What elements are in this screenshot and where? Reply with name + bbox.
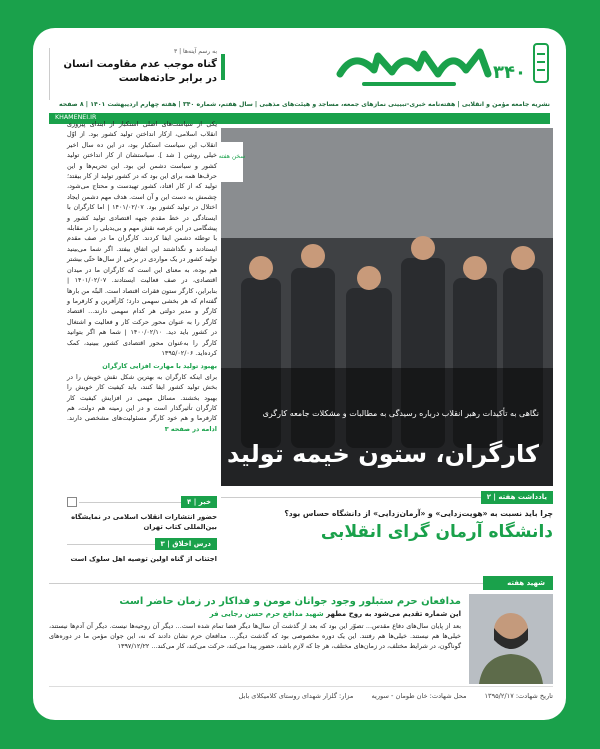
martyr-divider — [49, 583, 483, 584]
news-label: خبر | ۴ — [181, 496, 217, 508]
lead-column — [67, 119, 217, 434]
martyr-section — [49, 576, 553, 710]
martyr-name: شهید مدافع حرم حسن رجایی فر — [209, 610, 324, 618]
ethics-divider — [67, 544, 155, 545]
news-divider — [79, 502, 181, 503]
publication-logo — [334, 40, 494, 92]
workers-photo-illustration — [218, 128, 553, 486]
martyr-portrait — [469, 594, 553, 684]
lead-text-2: برای اینکه کارگران به بهترین شکل نقش خویش را در بخش تولید کشور ایفا کنند، باید کیفیت کار خویش را بهبود بخشند. مسائل مهمی در افزایش کیفیت کار کارگران تأثیرگذار است و در این زمینه هم دولت، هم کارفرما و هم خود کارگر مسئولیت‌های مشخصی دارند. — [67, 372, 217, 423]
publication-tagline: نشریه جامعه مؤمن و انقلابی | هفته‌نامه خبری-تبیینی نمازهای جمعه، مساجد و هیئت‌های مذهبی | سال هفتم، شماره ۳۴۰ | هفته چهارم اردیبهشت ۱۴۰۱ | ۸ صفحه — [59, 101, 550, 108]
headline-accent — [221, 54, 225, 80]
martyr-intro-prefix: این شماره تقدیم می‌شود به روح مطهر — [326, 610, 461, 618]
ethics-text: اجتناب از گناه اولین توصیه اهل سلوک است — [70, 555, 217, 563]
martyr-intro — [49, 610, 461, 618]
martyr-label: شهید هفته — [483, 576, 553, 590]
cover-photo — [218, 128, 553, 486]
book-icon — [67, 497, 77, 507]
emblem-icon — [530, 40, 552, 86]
continue-link[interactable]: ادامه در صفحه ۳ — [164, 424, 217, 433]
headline-text: گناه موجب عدم مقاومت انسان در برابر حادثه‌هاست — [63, 59, 217, 84]
newsletter-page — [33, 28, 566, 720]
weekly-note[interactable] — [221, 491, 553, 573]
news-text: حضور انتشارات انقلاب اسلامی در نمایشگاه بین‌المللی کتاب تهران — [71, 513, 217, 531]
side-label-text: سخن هفته — [218, 153, 246, 160]
note-title: دانشگاه آرمان گرای انقلابی — [320, 522, 553, 542]
lead-subhead: بهبود تولید با مهارت افزایی کارگران — [102, 362, 217, 371]
martyr-date: تاریخ شهادت: ۱۳۹۵/۲/۱۷ — [484, 691, 553, 700]
martyr-footer — [49, 686, 553, 700]
note-label: یادداشت هفته | ۲ — [481, 491, 553, 504]
note-question: چرا باید نسبت به «هویت‌زدایی» و «آرمان‌زدایی» از دانشگاه حساس بود؟ — [284, 509, 553, 518]
cover-title[interactable]: کارگران، ستون خیمه تولید — [227, 440, 539, 468]
martyr-burial: مزار: گلزار شهدای روستای کلامیکلای بابل — [238, 691, 354, 700]
issue-number: ۳۴۰ — [493, 62, 526, 83]
ethics-box[interactable] — [67, 538, 217, 564]
headline-page-ref: به رسم آینه‌ها | ۳ — [173, 48, 217, 55]
lead-text: یکی از سیاست‌های اصلی استکبار از ابتدای پیروزی انقلاب اسلامی، ازکار انداختن تولید کشور بود. از اوّل انقلاب این سیاست استکبار بود، در این ده سال اخیر خیلی روشن [ شد ]. سیاستشان از کار انداختن تولید کشور و سیاست دشمن این بود. این تحریم‌ها و این حرف‌ها همه برای این بود که در کشور تولید از کار بیفتد؛ تولید که از کار افتاد، کشور تهیدست و محتاج می‌شود، چشمش به دست این و آن است. هدف مهم دشمن ایجاد اختلال در تولید کشور بود. ۱۴۰۱/۰۲/۰۷ | اما کارگران با ایستادگی در خط مقدم جبهه اقتصادی تولید کشور و پیشگامی در این عرصه نقش مهم و بی‌بدیلی را در مقابله با توطئه دشمن ایفا کردند. کارگران ما در صف مقدم ایستادند و نگذاشتند این اتفاق بیفتد. اگر شما می‌بینید تولید کشور در یک مواردی در برخی از سال‌ها حتّی بیشتر هم بوده، به معنای این است که کارگران ما در میدان اقتصادی، در صف فعالیت ایستادند. ۱۴۰۱/۰۲/۰۷ | بنابراین، کارگر ستون فقرات اقتصاد است. البتّه من بارها گفته‌ام که هر بخشی سهمی دارد؛ کارآفرین و کارفرما و کارگر و مدیر دولتی هر کدام سهمی دارند... اقتصاد کارگر را به عنوان محور حرکت کار و فعالیت و اشتغال در کشور باید دید. ۱۴۰۰/۰۲/۱۰ | شما هم اگر بتوانید کارگر را به‌عنوان محور اقتصادی کشور ببینید، کمک کرده‌اید. ۱۳۹۵/۰۲/۰۶ — [67, 120, 218, 357]
headline-box[interactable] — [49, 48, 217, 100]
news-box[interactable] — [67, 496, 217, 532]
cover-subtitle: نگاهی به تأکیدات رهبر انقلاب درباره رسیدگی به مطالبات و مشکلات جامعه کارگری — [262, 409, 539, 418]
website-link[interactable]: KHAMENEI.IR — [55, 114, 97, 121]
martyr-place: محل شهادت: خان طومان - سوریه — [371, 691, 467, 700]
martyr-text: بعد از پایان سال‌های دفاع مقدس... تصوّر این بود که بعد از گذشت آن سال‌ها دیگر فضا تمام شده است... دیگر آن روحیه‌ها نیست. دیگر آن آدم‌ها نیستند، خیلی‌ها هم نیستند. خیلی‌ها هم رفتند. این یک دوره مخصوصی بود که گذشت دیگر... مدافعان حرم نشان دادند که نه، این جوان مؤمن ما در دوره‌های گوناگون، در شرایط مختلف، در زمان‌های مختلف، هر جا که لازم باشد، حضور پیدا می‌کند، حرکت می‌کند، کار می‌کند... ۱۳۹۷/۱۲/۲۲ — [49, 622, 461, 650]
martyr-title: مدافعان حرم ستبلور وجود جوانان مومن و فداکار در زمان حاضر است — [119, 596, 461, 607]
ethics-label: درس اخلاق | ۳ — [155, 538, 217, 550]
quote-of-week-badge — [218, 142, 246, 182]
note-divider — [221, 497, 481, 498]
